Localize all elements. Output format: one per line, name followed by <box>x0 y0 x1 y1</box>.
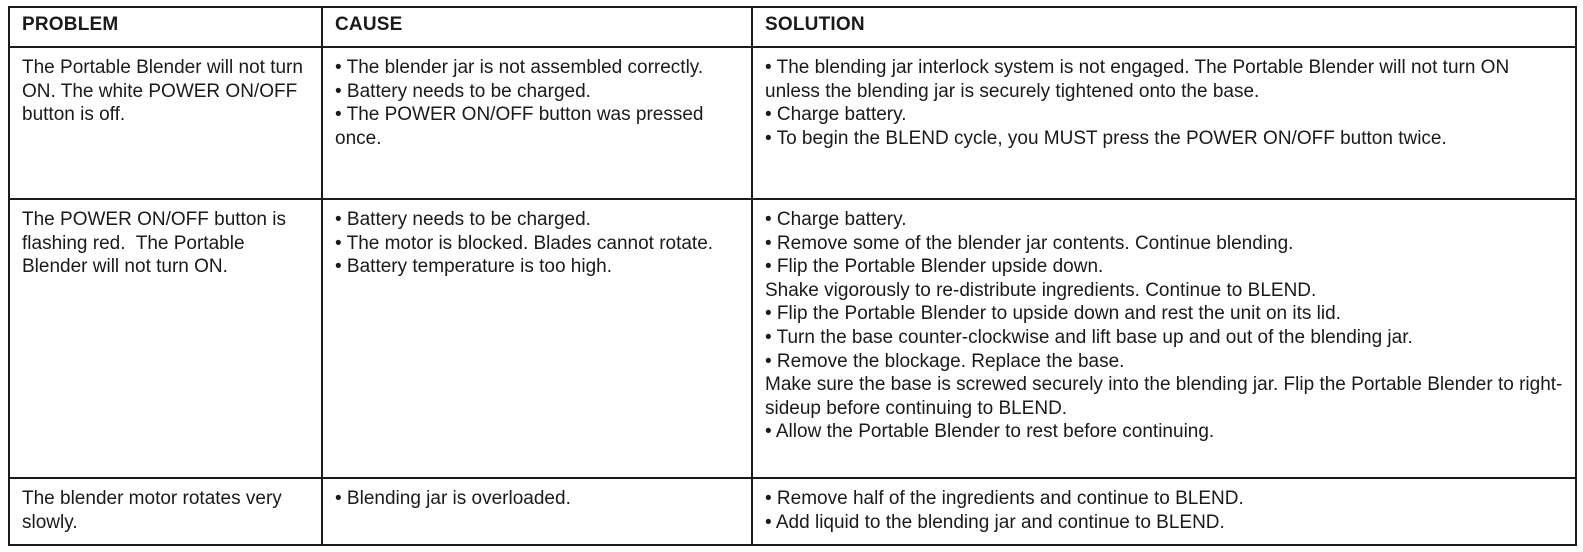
solution-cell <box>752 478 1576 545</box>
problem-cell <box>9 478 322 545</box>
troubleshooting-document <box>8 6 1575 546</box>
cause-item: • The motor is blocked. Blades cannot rotate. <box>335 232 714 254</box>
problem-cell <box>9 199 322 478</box>
cause-cell <box>322 47 752 199</box>
solution-item: • Turn the base counter-clockwise and lift base up and out of the blending jar. <box>765 326 1413 348</box>
solution-item: • The blending jar interlock system is not engaged. The Portable Blender will not turn ON unless the blending jar is securely tightened onto the base. <box>765 57 1515 102</box>
solution-item: Make sure the base is screwed securely into the blending jar. Flip the Portable Blender to right-sideup before continuing to BLEND. <box>765 374 1563 419</box>
solution-cell <box>752 199 1576 478</box>
cause-item: • Battery needs to be charged. <box>335 209 591 230</box>
problem-text: The blender motor rotates very slowly. <box>22 488 288 533</box>
solution-item: • Remove the blockage. Replace the base. <box>765 350 1125 372</box>
header-solution: SOLUTION <box>752 7 1576 47</box>
table-row <box>9 478 1576 545</box>
solution-item: • To begin the BLEND cycle, you MUST press the POWER ON/OFF button twice. <box>765 127 1447 149</box>
problem-text: The Portable Blender will not turn ON. The white POWER ON/OFF button is off. <box>22 57 309 126</box>
table-row <box>9 199 1576 478</box>
solution-item: • Charge battery. <box>765 209 907 230</box>
problem-text: The POWER ON/OFF button is flashing red. The Portable Blender will not turn ON. <box>22 209 292 278</box>
cause-item: • Blending jar is overloaded. <box>335 488 571 509</box>
table-header-row <box>9 7 1576 47</box>
solution-item: • Remove some of the blender jar contents. Continue blending. <box>765 232 1294 254</box>
cause-item: • Battery temperature is too high. <box>335 256 613 278</box>
header-cause: CAUSE <box>322 7 752 47</box>
cause-item: • Battery needs to be charged. <box>335 80 591 102</box>
header-problem: PROBLEM <box>9 7 322 47</box>
cause-cell <box>322 478 752 545</box>
solution-item: Shake vigorously to re-distribute ingredients. Continue to BLEND. <box>765 279 1317 301</box>
solution-item: • Add liquid to the blending jar and continue to BLEND. <box>765 511 1225 533</box>
solution-item: • Flip the Portable Blender to upside down and rest the unit on its lid. <box>765 303 1341 325</box>
solution-item: • Remove half of the ingredients and continue to BLEND. <box>765 488 1244 509</box>
cause-cell <box>322 199 752 478</box>
cause-item: • The POWER ON/OFF button was pressed once. <box>335 104 709 149</box>
solution-cell <box>752 47 1576 199</box>
solution-item: • Allow the Portable Blender to rest before continuing. <box>765 421 1215 443</box>
problem-cell <box>9 47 322 199</box>
cause-item: • The blender jar is not assembled correctly. <box>335 57 704 78</box>
solution-item: • Flip the Portable Blender upside down. <box>765 256 1104 278</box>
troubleshooting-table <box>8 6 1577 546</box>
table-row <box>9 47 1576 199</box>
solution-item: • Charge battery. <box>765 104 907 126</box>
